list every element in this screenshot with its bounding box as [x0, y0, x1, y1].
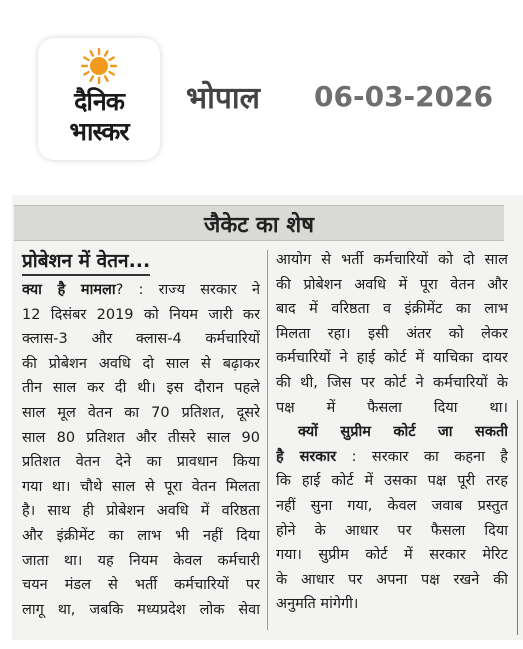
section-header-bar: [14, 205, 504, 241]
article-text-line: [22, 303, 260, 328]
article-text-line: [22, 499, 260, 524]
edition-date: 06-03-2026: [314, 80, 494, 113]
body-text: कर्मचारियों ने हाई कोर्ट में याचिका दायर: [276, 350, 508, 367]
body-text: कि हाई कोर्ट में उसका पक्ष पूरी तरह: [276, 473, 508, 490]
subheading: क्यों सुप्रीम कोर्ट जा सकती: [298, 424, 508, 441]
sun-ray: [91, 76, 94, 80]
sun-ray: [84, 58, 88, 61]
body-text: की थी, जिस पर कोर्ट ने कर्मचारियों के: [276, 374, 508, 391]
section-title: जैकेट का शेष: [204, 213, 314, 238]
body-text: चयन मंडल से भर्ती कर्मचारियों पर: [22, 577, 260, 594]
article-text-line: [276, 469, 508, 494]
body-text: है। साथ ही प्रोबेशन अवधि में वरिष्ठता: [22, 503, 260, 520]
body-text: मिलता रहा। इसी अंतर को लेकर: [276, 325, 508, 342]
article-right-column: [276, 248, 508, 617]
article-text-line: [276, 371, 508, 396]
article-text-line: [276, 297, 508, 322]
body-text: गया था। चौथे साल से पूरा वेतन मिलता: [22, 478, 260, 495]
article-text-line: [22, 475, 260, 500]
body-text: क्लास-3 और क्लास-4 कर्मचारियों: [22, 331, 260, 348]
article-headline: प्रोबेशन में वेतन...: [22, 248, 150, 276]
article-text-line: [22, 327, 260, 352]
sun-ray: [109, 72, 113, 75]
article-text-line: [22, 598, 260, 623]
logo-text-bhaskar: भास्कर: [69, 117, 129, 146]
article-text-line: [22, 524, 260, 549]
sun-ray: [91, 51, 94, 55]
body-text: की प्रोबेशन अवधि में पूरा वेतन और: [276, 276, 508, 293]
article-text-line: [276, 519, 508, 544]
article-text-line: [276, 248, 508, 273]
article-text-line: [22, 549, 260, 574]
article-text-line: [276, 396, 508, 421]
article-left-column: [22, 248, 260, 622]
article-text-line: [22, 573, 260, 598]
body-text: अनुमति मांगेगी।: [276, 596, 359, 613]
article-text-line: [276, 346, 508, 371]
body-text: : सरकार का कहना है: [336, 448, 508, 465]
article-text-line: [276, 494, 508, 519]
sun-ray: [105, 51, 108, 55]
body-text: तीन साल कर दी थी। इस दौरान पहले: [22, 380, 260, 397]
body-text: के आधार पर अपना पक्ष रखने की: [276, 571, 508, 588]
subheading: है सरकार: [276, 448, 337, 465]
article-text-line: [22, 450, 260, 475]
logo-text-dainik: दैनिक: [74, 87, 124, 116]
body-text: की प्रोबेशन अवधि दो साल से बढ़ाकर: [22, 355, 260, 372]
header: [0, 0, 523, 195]
body-text: नहीं सुना गया, केवल जवाब प्रस्तुत: [276, 497, 508, 514]
article-text-line: [22, 401, 260, 426]
article-text-line: [22, 426, 260, 451]
article-text-line: [276, 592, 508, 617]
dainik-bhaskar-logo: [38, 38, 160, 160]
sun-icon: [79, 44, 119, 84]
body-text: साल मूल वेतन का 70 प्रतिशत, दूसरे: [22, 404, 260, 421]
article-text-line: [276, 568, 508, 593]
article-text-line: [276, 273, 508, 298]
column-divider: [267, 250, 268, 630]
article-text-line: [276, 445, 508, 470]
body-text: बाद में वरिष्ठता व इंक्रीमेंट का लाभ: [276, 301, 508, 318]
body-text: लागू था, जबकि मध्यप्रदेश लोक सेवा: [22, 601, 260, 618]
article-text-line: [276, 543, 508, 568]
body-text: ? : राज्य सरकार ने: [115, 282, 260, 298]
clipping-border: [517, 400, 518, 635]
article-text-line: [22, 352, 260, 377]
article-text-line: [22, 376, 260, 401]
article-text-line: [276, 420, 508, 445]
subheading: क्या है मामला: [22, 282, 116, 298]
body-text: गया। सुप्रीम कोर्ट में सरकार मेरिट: [276, 547, 508, 564]
sun-ray: [84, 72, 88, 75]
body-text: आयोग से भर्ती कर्मचारियों को दो साल: [276, 252, 508, 268]
body-text: पक्ष में फैसला दिया था।: [276, 399, 508, 416]
article-text-line: [276, 322, 508, 347]
article-text-line: [22, 278, 260, 303]
sun-ray: [105, 76, 108, 80]
edition-city: भोपाल: [186, 81, 261, 116]
sun-ray: [109, 58, 113, 61]
body-text: 12 दिसंबर 2019 को नियम जारी कर: [22, 306, 260, 323]
body-text: साल 80 प्रतिशत और तीसरे साल 90: [22, 429, 260, 446]
body-text: जाता था। यह नियम केवल कर्मचारी: [22, 552, 260, 569]
body-text: होने के आधार पर फैसला दिया: [276, 522, 508, 539]
body-text: और इंक्रीमेंट का लाभ भी नहीं दिया: [22, 527, 260, 544]
body-text: प्रतिशत वेतन देने का प्रावधान किया: [22, 454, 260, 471]
